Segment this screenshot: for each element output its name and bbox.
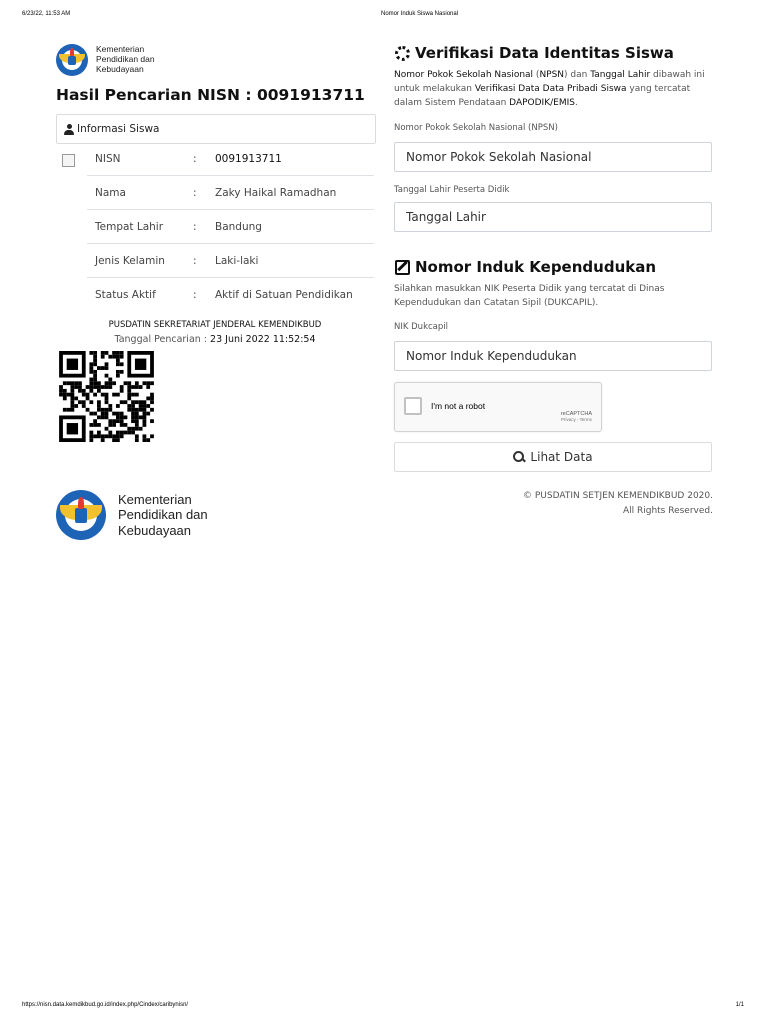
table-row xyxy=(87,278,374,311)
recaptcha-label: I'm not a robot xyxy=(431,401,486,411)
print-url: https://nisn.data.kemdikbud.go.id/index.php/Cindex/caribynisn/ xyxy=(22,1002,189,1008)
copyright: © PUSDATIN SETJEN KEMENDIKBUD 2020. All Rights Reserved. xyxy=(523,491,713,516)
tanggal-lahir-label: Tanggal Lahir Peserta Didik xyxy=(394,185,510,195)
logo-text: Kementerian Pendidikan dan Kebudayaan xyxy=(96,44,155,74)
informasi-siswa-header xyxy=(56,114,376,144)
nik-description: Silahkan masukkan NIK Peserta Didik yang tercatat di Dinas Kependudukan dan Catatan Sipil (DUKCAPIL). xyxy=(394,284,665,308)
row-separator: : xyxy=(193,254,197,267)
qr-code xyxy=(59,351,154,442)
nik-heading xyxy=(395,258,656,276)
nik-label: NIK Dukcapil xyxy=(394,322,448,332)
result-title: Hasil Pencarian NISN : 0091913711 xyxy=(56,86,365,104)
tanggal-label: Tanggal Pencarian : xyxy=(114,334,211,345)
row-key: Nama xyxy=(95,186,126,199)
recaptcha-widget xyxy=(394,382,602,432)
recaptcha-checkbox[interactable] xyxy=(404,397,422,415)
kemendikbud-logo-large xyxy=(56,490,208,540)
verifikasi-title: Verifikasi Data Identitas Siswa xyxy=(415,44,674,62)
edit-icon xyxy=(395,260,410,275)
row-value: Bandung xyxy=(215,220,262,233)
row-value: Laki-laki xyxy=(215,254,259,267)
row-value: 0091913711 xyxy=(215,152,282,165)
row-separator: : xyxy=(193,220,197,233)
user-icon xyxy=(64,124,74,135)
row-separator: : xyxy=(193,288,197,301)
recaptcha-brand: reCAPTCHA Privacy - Terms xyxy=(560,411,592,422)
student-photo-broken-image xyxy=(62,154,75,167)
row-key: NISN xyxy=(95,152,121,165)
tanggal-lahir-input[interactable] xyxy=(394,202,712,232)
row-key: Tempat Lahir xyxy=(95,220,164,233)
print-datetime: 6/23/22, 11:53 AM xyxy=(22,11,71,17)
tanggal-value: 23 Juni 2022 11:52:54 xyxy=(210,334,316,345)
verifikasi-description: Nomor Pokok Sekolah Nasional (NPSN) dan Tanggal Lahir dibawah ini untuk melakukan Verifikasi Data Data Pribadi Siswa yang tercatat dalam Sistem Pendataan DAPODIK/EMIS. xyxy=(394,70,705,108)
table-row xyxy=(87,142,374,176)
nik-title: Nomor Induk Kependudukan xyxy=(415,258,657,276)
lihat-data-button[interactable] xyxy=(394,442,712,472)
row-key: Jenis Kelamin xyxy=(95,254,165,267)
pusdatin-label: PUSDATIN SEKRETARIAT JENDERAL KEMENDIKBUD xyxy=(108,320,322,330)
table-row xyxy=(87,210,374,244)
print-title: Nomor Induk Siswa Nasional xyxy=(381,11,459,17)
gear-icon xyxy=(395,46,410,61)
print-page-number: 1/1 xyxy=(735,1002,744,1008)
recaptcha-terms-link[interactable]: Privacy - Terms xyxy=(560,417,592,422)
tut-wuri-handayani-icon xyxy=(56,44,88,76)
row-key: Status Aktif xyxy=(95,288,156,301)
nik-input[interactable] xyxy=(394,341,712,371)
kemendikbud-logo-small xyxy=(56,44,155,76)
lihat-data-label: Lihat Data xyxy=(530,450,593,464)
table-row xyxy=(87,244,374,278)
informasi-siswa-label: Informasi Siswa xyxy=(77,123,160,135)
verifikasi-heading xyxy=(395,44,674,62)
table-row xyxy=(87,176,374,210)
tut-wuri-handayani-icon xyxy=(56,490,106,540)
search-icon xyxy=(513,451,525,463)
row-value: Zaky Haikal Ramadhan xyxy=(215,186,337,199)
npsn-input[interactable] xyxy=(394,142,712,172)
row-value: Aktif di Satuan Pendidikan xyxy=(215,288,353,301)
logo-text: Kementerian Pendidikan dan Kebudayaan xyxy=(118,492,208,538)
row-separator: : xyxy=(193,152,197,165)
npsn-label: Nomor Pokok Sekolah Nasional (NPSN) xyxy=(394,123,558,133)
student-info-table xyxy=(87,142,374,311)
row-separator: : xyxy=(193,186,197,199)
tanggal-pencarian xyxy=(56,334,374,345)
